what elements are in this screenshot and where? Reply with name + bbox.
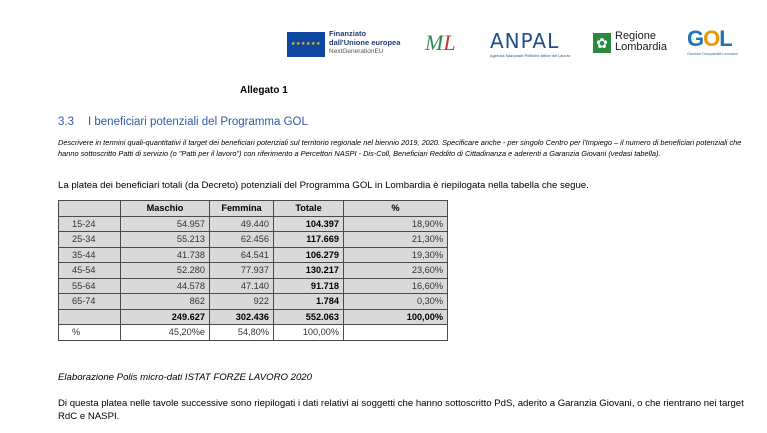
- source-note: Elaborazione Polis micro-dati ISTAT FORZE LAVORO 2020: [58, 372, 312, 383]
- table-row: [59, 294, 448, 310]
- percent-label-cell: %: [59, 325, 121, 341]
- grand-total-cell: 552.063: [274, 309, 344, 325]
- age-cell: 35-44: [59, 247, 121, 263]
- percent-cell: 23,60%: [344, 263, 448, 279]
- eu-line2: dall'Unione europea: [329, 38, 401, 47]
- table-row: [59, 247, 448, 263]
- header-total: Totale: [274, 201, 344, 217]
- table-percent-row: [59, 325, 448, 341]
- closing-paragraph: Di questa platea nelle tavole successive sono riepilogati i dati relativi ai soggetti che hanno sottoscritto PdS, aderito a Garanzia Giovani, o che rientrano nei target RdC e NASPI.: [58, 398, 744, 422]
- totals-label-cell: [59, 309, 121, 325]
- regione-lombardia-logo: [593, 31, 677, 57]
- gol-name: GOL: [687, 26, 732, 51]
- table-totals-row: [59, 309, 448, 325]
- male-cell: 52.280: [121, 263, 210, 279]
- intro-paragraph: La platea dei beneficiari totali (da Decreto) potenziali del Programma GOL in Lombardia è riepilogata nella tabella che segue.: [58, 180, 589, 191]
- male-cell: 41.738: [121, 247, 210, 263]
- header-male: Maschio: [121, 201, 210, 217]
- table-header-row: [59, 201, 448, 217]
- region-line2: Lombardia: [615, 41, 667, 53]
- percent-cell: 21,30%: [344, 232, 448, 248]
- male-total-cell: 249.627: [121, 309, 210, 325]
- total-cell: 106.279: [274, 247, 344, 263]
- male-cell: 55.213: [121, 232, 210, 248]
- female-cell: 77.937: [210, 263, 274, 279]
- total-percent-cell: 100,00%: [274, 325, 344, 341]
- empty-cell: [344, 325, 448, 341]
- eu-logo-text: [329, 29, 400, 56]
- table-row: [59, 216, 448, 232]
- age-cell: 15-24: [59, 216, 121, 232]
- age-cell: 25-34: [59, 232, 121, 248]
- percent-cell: 19,30%: [344, 247, 448, 263]
- header-female: Femmina: [210, 201, 274, 217]
- male-cell: 44.578: [121, 278, 210, 294]
- age-cell: 65-74: [59, 294, 121, 310]
- female-cell: 64.541: [210, 247, 274, 263]
- beneficiaries-table: [58, 200, 448, 341]
- female-cell: 47.140: [210, 278, 274, 294]
- anpal-name: ANPAL: [490, 29, 560, 53]
- age-cell: 55-64: [59, 278, 121, 294]
- total-cell: 1.784: [274, 294, 344, 310]
- eu-flag-icon: ★★★★★★: [287, 32, 325, 57]
- percent-cell: 16,60%: [344, 278, 448, 294]
- anpal-logo: [490, 29, 582, 63]
- header-percent: %: [344, 201, 448, 217]
- percent-cell: 18,90%: [344, 216, 448, 232]
- female-cell: 62.456: [210, 232, 274, 248]
- table-row: [59, 278, 448, 294]
- eu-line3: NextGenerationEU: [329, 48, 384, 55]
- header-age: [59, 201, 121, 217]
- header-logos: [287, 26, 747, 66]
- female-cell: 49.440: [210, 216, 274, 232]
- lombardia-rose-icon: ✿: [593, 33, 611, 53]
- male-cell: 54.957: [121, 216, 210, 232]
- gol-logo: [687, 26, 747, 62]
- eu-line1: Finanziato: [329, 29, 367, 38]
- section-title: I beneficiari potenziali del Programma GOL: [88, 116, 308, 128]
- male-percent-cell: 45,20%e: [121, 325, 210, 341]
- male-cell: 862: [121, 294, 210, 310]
- female-percent-cell: 54,80%: [210, 325, 274, 341]
- ministry-logo: ML: [425, 30, 456, 55]
- section-number: 3.3: [58, 116, 74, 128]
- table-row: [59, 263, 448, 279]
- female-cell: 922: [210, 294, 274, 310]
- total-cell: 91.718: [274, 278, 344, 294]
- region-line1: Regione: [615, 30, 656, 42]
- total-cell: 117.669: [274, 232, 344, 248]
- description-paragraph: Descrivere in termini quali-quantitativi il target dei beneficiari potenziali sul territorio regionale nel biennio 2019, 2020. Specificare anche - per singolo Centro per l'Impiego – il numero di beneficiari potenziali che hanno sottoscritto Patti di servizio (o "Patti per il lavoro") con riferimento a Percettori NASPI - Dis-Coll, Beneficiari Reddito di Cittadinanza e aderenti a Garanzia Giovani (vedasi tabella).: [58, 138, 742, 158]
- section-heading: [58, 116, 308, 128]
- allegato-heading: Allegato 1: [240, 85, 288, 96]
- total-cell: 130.217: [274, 263, 344, 279]
- female-total-cell: 302.436: [210, 309, 274, 325]
- percent-total-cell: 100,00%: [344, 309, 448, 325]
- age-cell: 45-54: [59, 263, 121, 279]
- gol-subtitle: Garanzia Occupabilità Lavoratori: [687, 52, 738, 56]
- total-cell: 104.397: [274, 216, 344, 232]
- anpal-subtitle: Agenzia Nazionale Politiche Attive del Lavoro: [490, 53, 571, 58]
- percent-cell: 0,30%: [344, 294, 448, 310]
- table-row: [59, 232, 448, 248]
